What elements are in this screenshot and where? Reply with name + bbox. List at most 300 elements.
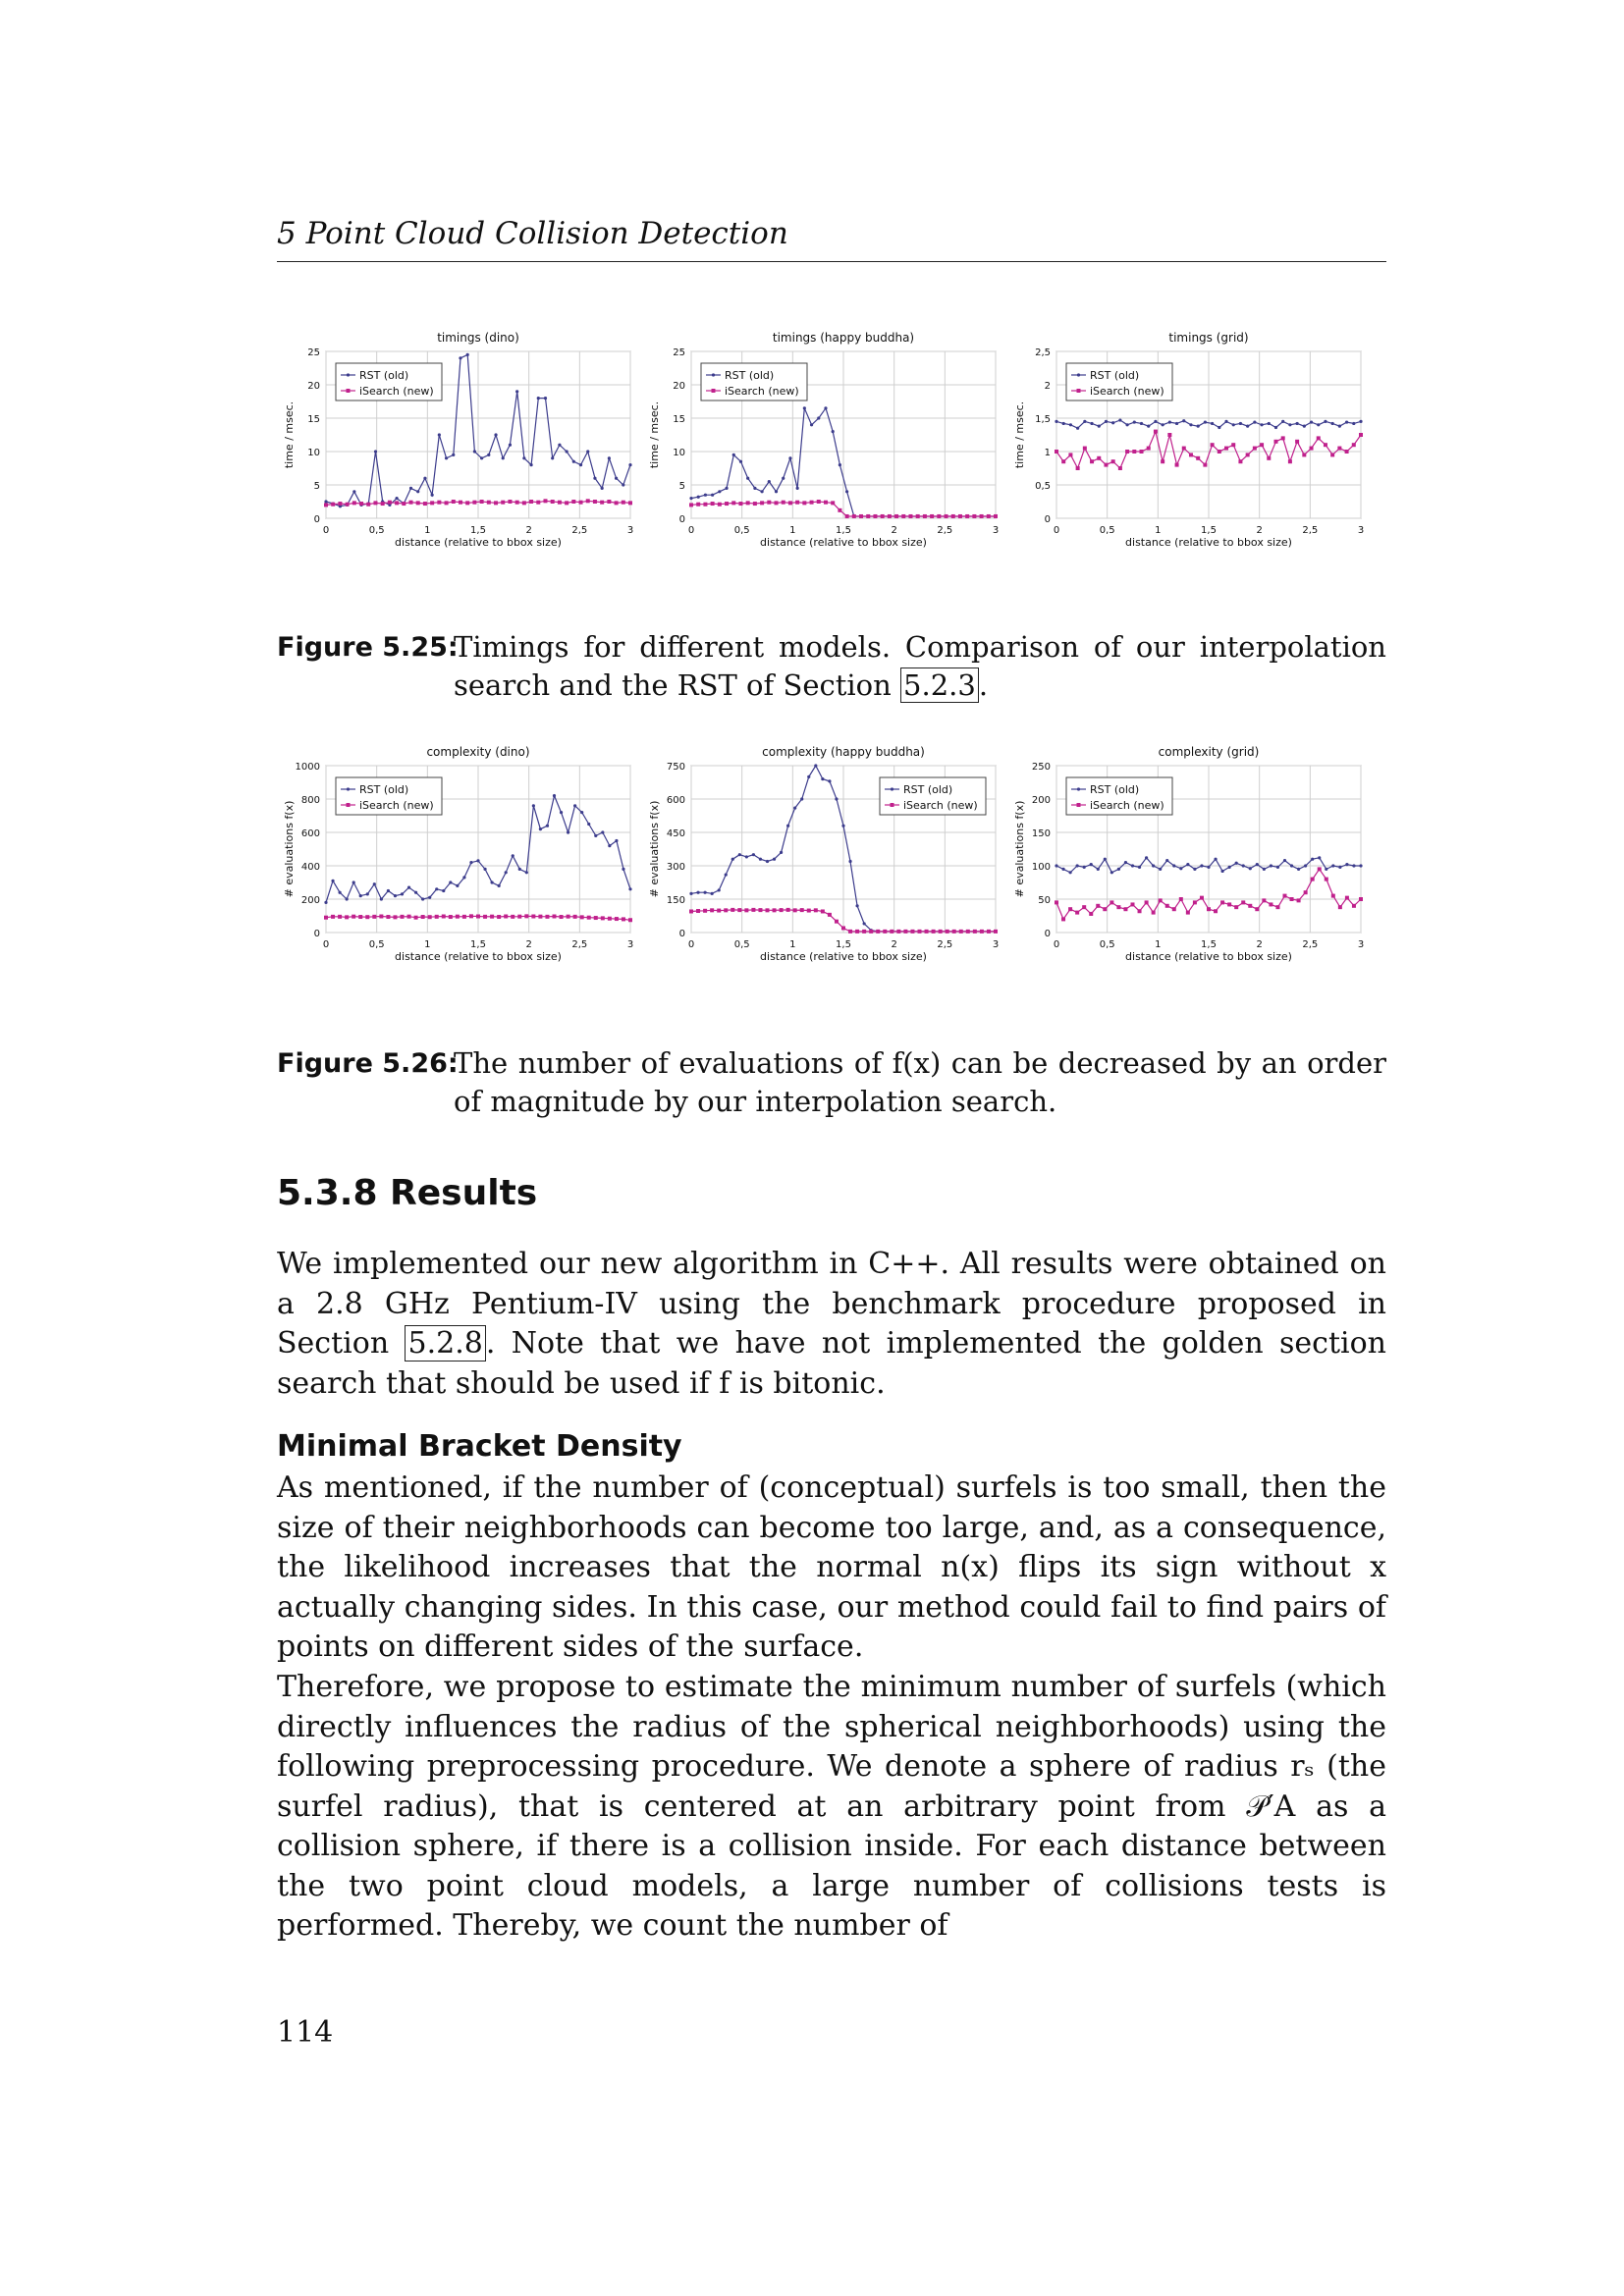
data-point [1162, 423, 1164, 426]
x-tick-label: 2,5 [571, 525, 588, 536]
data-point [1147, 425, 1150, 428]
data-point [1090, 863, 1093, 866]
y-tick-label: 450 [666, 828, 685, 839]
x-axis-label: distance (relative to bbox size) [760, 536, 927, 549]
data-point [972, 514, 976, 518]
x-tick-label: 0,5 [1099, 939, 1115, 950]
data-point [1310, 447, 1314, 451]
data-point [497, 915, 501, 919]
data-point [622, 917, 625, 921]
data-point [1263, 868, 1266, 871]
data-point [841, 825, 844, 828]
data-point [925, 930, 929, 934]
data-point [414, 891, 417, 894]
data-point [423, 502, 427, 506]
data-point [869, 930, 873, 934]
data-point [717, 909, 721, 913]
y-axis-label: time / msec. [283, 400, 296, 469]
data-point [768, 480, 771, 483]
data-point [539, 828, 542, 830]
data-point [724, 908, 728, 912]
data-point [965, 514, 969, 518]
data-point [810, 501, 814, 505]
data-point [1325, 868, 1327, 871]
data-point [1274, 426, 1277, 429]
section-reference-link[interactable]: 5.2.3 [900, 667, 979, 703]
data-point [1345, 450, 1349, 454]
x-tick-label: 0 [1053, 939, 1060, 950]
data-point [1239, 422, 1242, 425]
x-tick-label: 0,5 [368, 525, 385, 536]
data-point [810, 423, 813, 426]
data-point [1097, 456, 1101, 460]
data-point [449, 915, 453, 919]
data-point [546, 825, 549, 828]
data-point [511, 915, 514, 919]
x-tick-label: 1 [789, 525, 796, 536]
subsection-title: Minimal Bracket Density [277, 1429, 682, 1464]
data-point [1235, 862, 1238, 865]
data-point [689, 892, 692, 895]
data-point [1186, 911, 1190, 915]
data-point [359, 894, 362, 897]
y-tick-label: 1000 [295, 762, 320, 773]
y-tick-label: 250 [1031, 762, 1051, 773]
data-point [430, 501, 434, 505]
caption-end: . [978, 668, 989, 702]
data-point [896, 930, 900, 934]
data-point [817, 500, 821, 504]
data-point [1105, 420, 1108, 423]
data-point [773, 858, 776, 861]
data-point [359, 502, 363, 506]
data-point [558, 444, 561, 447]
data-point [435, 887, 438, 890]
data-point [1269, 902, 1272, 906]
data-point [760, 490, 763, 493]
data-point [746, 501, 750, 505]
x-tick-label: 3 [992, 939, 1000, 950]
data-point [1345, 896, 1349, 900]
data-point [1061, 459, 1065, 463]
legend-label: iSearch (new) [359, 385, 434, 398]
data-point [1338, 866, 1341, 869]
data-point [381, 502, 385, 506]
paragraph-preprocessing: Therefore, we propose to estimate the minimum number of surfels (which directly influences the radius of the spherical neighborhoods) using the following preprocessing procedure. We denote a sphere of radius rₛ (the surfel radius), that is centered at an arbitrary point from 𝒫′A as a collision sphere, if there is a collision inside. For each distance between the two point cloud models, a large number of collisions tests is performed. Thereby, we count the number of [277, 1670, 1386, 1943]
data-point [442, 889, 445, 892]
data-point [324, 503, 328, 507]
data-point [835, 797, 838, 800]
data-point [380, 897, 383, 900]
chart-3 [283, 745, 633, 963]
data-point [1104, 463, 1108, 467]
y-tick-label: 5 [313, 481, 320, 492]
section-title: 5.3.8 Results [277, 1173, 538, 1213]
data-point [1325, 878, 1328, 881]
data-point [1124, 861, 1127, 864]
data-point [725, 487, 728, 490]
data-point [388, 501, 392, 505]
data-point [1089, 912, 1093, 916]
data-point [504, 915, 508, 919]
data-point [1159, 868, 1162, 871]
legend-marker [712, 389, 716, 393]
chart-title: timings (dino) [437, 331, 519, 345]
data-point [1097, 868, 1100, 871]
data-point [759, 858, 762, 861]
data-point [894, 514, 898, 518]
data-point [883, 930, 887, 934]
data-point [1182, 447, 1186, 451]
y-axis-label: # evaluations f(x) [1013, 800, 1026, 898]
data-point [731, 858, 734, 861]
data-point [1096, 904, 1100, 908]
data-point [824, 501, 828, 505]
data-point [1055, 420, 1057, 423]
data-point [1159, 898, 1163, 902]
data-point [1133, 420, 1136, 423]
data-point [859, 514, 863, 518]
data-point [1090, 422, 1093, 425]
y-tick-label: 600 [300, 828, 320, 839]
data-point [518, 868, 521, 871]
data-point [1165, 904, 1169, 908]
data-point [1154, 430, 1158, 434]
data-point [725, 502, 729, 506]
data-point [407, 915, 411, 919]
legend-marker [1077, 803, 1081, 807]
data-point [1220, 900, 1224, 904]
x-tick-label: 1,5 [470, 939, 486, 950]
data-point [739, 460, 742, 463]
data-point [553, 794, 556, 797]
data-point [529, 500, 533, 504]
data-point [1214, 909, 1218, 913]
data-point [372, 915, 376, 919]
data-point [703, 909, 707, 913]
data-point [1131, 902, 1135, 906]
data-point [395, 501, 399, 505]
x-tick-label: 1,5 [470, 525, 486, 536]
data-point [395, 497, 398, 500]
data-point [1111, 459, 1115, 463]
data-point [1352, 904, 1356, 908]
data-point [373, 501, 377, 505]
data-point [775, 490, 778, 493]
data-point [1154, 420, 1157, 423]
data-point [994, 514, 998, 518]
data-point [1270, 864, 1272, 867]
data-point [862, 930, 866, 934]
y-axis-label: # evaluations f(x) [283, 800, 296, 898]
data-point [431, 494, 434, 497]
data-point [352, 915, 355, 919]
y-tick-label: 150 [1031, 828, 1051, 839]
y-tick-label: 100 [1031, 862, 1051, 873]
section-reference-link[interactable]: 5.2.8 [405, 1325, 485, 1362]
data-point [848, 930, 852, 934]
data-point [338, 502, 342, 506]
y-tick-label: 20 [673, 381, 685, 392]
data-point [567, 830, 569, 833]
data-point [1241, 900, 1245, 904]
data-point [1204, 420, 1207, 423]
figure-5-26-caption [277, 1044, 1386, 1121]
data-point [1324, 443, 1327, 447]
data-point [1138, 909, 1142, 913]
data-point [1152, 911, 1156, 915]
data-point [1083, 420, 1086, 423]
y-tick-label: 0 [313, 929, 320, 939]
data-point [409, 487, 412, 490]
data-point [782, 501, 785, 505]
data-point [579, 501, 583, 505]
data-point [428, 896, 431, 899]
data-point [445, 456, 448, 459]
data-point [587, 916, 591, 920]
data-point [459, 356, 461, 359]
x-tick-label: 0 [687, 525, 695, 536]
data-point [1123, 907, 1127, 911]
data-point [501, 501, 505, 505]
data-point [615, 501, 619, 505]
data-point [387, 889, 390, 892]
x-axis-label: distance (relative to bbox size) [395, 536, 562, 549]
data-point [973, 930, 977, 934]
data-point [1118, 466, 1122, 470]
data-point [435, 915, 439, 919]
data-point [788, 501, 792, 505]
data-point [346, 503, 350, 507]
data-point [932, 930, 936, 934]
data-point [352, 490, 355, 493]
y-tick-label: 10 [307, 448, 320, 458]
running-head: 5 Point Cloud Collision Detection [277, 216, 1386, 262]
data-point [1179, 867, 1182, 870]
x-tick-label: 2 [1256, 525, 1263, 536]
data-point [939, 930, 943, 934]
data-point [346, 897, 349, 900]
data-point [421, 897, 424, 900]
data-point [438, 433, 441, 436]
data-point [536, 501, 540, 505]
data-point [1165, 859, 1168, 862]
data-point [1090, 459, 1094, 463]
data-point [760, 501, 764, 505]
x-tick-label: 1,5 [836, 939, 851, 950]
legend-marker [1077, 787, 1080, 790]
legend-marker [891, 787, 893, 790]
data-point [442, 915, 446, 919]
paragraph-text: We implemented our new algorithm in C++. All results were obtained on a 2.8 GHz Pentium-IV using the benchmark procedure proposed in Section [277, 1247, 1386, 1361]
data-point [1345, 863, 1348, 866]
legend-label: RST (old) [1090, 369, 1140, 382]
data-point [473, 450, 476, 453]
data-point [1104, 858, 1107, 861]
data-point [628, 501, 632, 505]
data-point [502, 456, 505, 459]
data-point [1359, 897, 1363, 901]
data-point [1075, 911, 1079, 915]
data-point [1260, 443, 1264, 447]
data-point [452, 500, 456, 504]
data-point [828, 913, 832, 917]
data-point [1331, 422, 1334, 425]
data-point [718, 888, 721, 891]
data-point [1111, 421, 1114, 424]
data-point [1200, 896, 1204, 900]
data-point [855, 930, 859, 934]
paragraph-implementation [277, 1245, 1386, 1404]
data-point [480, 500, 484, 504]
data-point [1296, 422, 1299, 425]
data-point [1338, 425, 1341, 428]
data-point [452, 454, 455, 456]
data-point [558, 501, 562, 505]
data-point [358, 915, 362, 919]
data-point [1276, 866, 1279, 869]
data-point [1175, 463, 1179, 467]
data-point [1179, 897, 1183, 901]
data-point [1238, 459, 1242, 463]
chart-4 [648, 745, 999, 963]
data-point [1352, 864, 1355, 867]
data-point [566, 450, 568, 453]
data-point [718, 490, 721, 493]
data-point [1082, 905, 1086, 909]
data-point [901, 514, 905, 518]
y-tick-label: 150 [666, 895, 685, 906]
data-point [545, 915, 549, 919]
data-point [731, 501, 735, 505]
data-point [710, 908, 714, 912]
data-point [780, 851, 783, 854]
x-tick-label: 2,5 [571, 939, 588, 950]
x-tick-label: 1,5 [1201, 939, 1217, 950]
data-point [524, 914, 528, 918]
data-point [483, 868, 486, 871]
x-tick-label: 2 [525, 525, 532, 536]
x-axis-label: distance (relative to bbox size) [1125, 950, 1292, 963]
data-point [476, 915, 480, 919]
y-tick-label: 25 [307, 347, 320, 358]
x-tick-label: 2 [1256, 939, 1263, 950]
data-point [835, 920, 839, 924]
data-point [1228, 866, 1231, 869]
data-point [423, 477, 426, 480]
data-point [1193, 868, 1196, 871]
data-point [544, 397, 547, 400]
data-point [793, 908, 797, 912]
data-point [1196, 456, 1200, 460]
data-point [751, 908, 755, 912]
data-point [476, 859, 479, 862]
data-point [890, 930, 893, 934]
data-point [1283, 859, 1286, 862]
chart-title: timings (happy buddha) [772, 331, 915, 345]
data-point [994, 930, 998, 934]
y-tick-label: 200 [1031, 795, 1051, 806]
data-point [551, 456, 554, 459]
data-point [1304, 890, 1308, 894]
data-point [1207, 866, 1210, 869]
legend-marker [891, 803, 894, 807]
data-point [766, 908, 770, 912]
data-point [1331, 864, 1334, 867]
data-point [607, 500, 611, 504]
data-point [966, 930, 970, 934]
data-point [1140, 422, 1143, 425]
data-point [338, 891, 341, 894]
data-point [1281, 420, 1284, 423]
data-point [472, 501, 476, 505]
data-point [752, 853, 755, 856]
data-point [1076, 466, 1080, 470]
data-point [487, 501, 491, 505]
caption-text: The number of evaluations of f(x) can be decreased by an order of magnitude by our interpolation search. [454, 1046, 1386, 1118]
data-point [1172, 864, 1175, 867]
data-point [579, 463, 582, 466]
data-point [821, 777, 824, 780]
data-point [580, 811, 583, 814]
data-point [1214, 858, 1217, 861]
data-point [930, 514, 934, 518]
data-point [565, 501, 568, 505]
data-point [689, 497, 692, 500]
data-point [980, 930, 984, 934]
data-point [796, 487, 799, 490]
data-point [838, 508, 841, 512]
data-point [437, 501, 441, 505]
data-point [462, 876, 465, 879]
data-point [1304, 864, 1307, 867]
data-point [586, 499, 590, 503]
data-point [696, 503, 700, 507]
data-point [414, 916, 418, 920]
data-point [1255, 907, 1259, 911]
data-point [393, 915, 397, 919]
data-point [980, 514, 984, 518]
y-tick-label: 0 [313, 514, 320, 525]
data-point [416, 490, 419, 493]
x-tick-label: 3 [1357, 939, 1365, 950]
data-point [1359, 864, 1362, 867]
data-point [903, 930, 907, 934]
data-point [753, 487, 756, 490]
data-point [1268, 422, 1271, 425]
data-point [622, 868, 624, 871]
data-point [480, 456, 483, 459]
y-tick-label: 0,5 [1035, 481, 1051, 492]
data-point [888, 514, 892, 518]
data-point [1152, 864, 1155, 867]
legend-marker [1077, 373, 1080, 376]
data-point [1076, 864, 1079, 867]
data-point [1138, 866, 1141, 869]
data-point [1055, 450, 1058, 454]
data-point [352, 881, 355, 883]
data-point [1175, 422, 1178, 425]
data-point [866, 514, 870, 518]
data-point [1189, 423, 1192, 426]
data-point [1197, 425, 1200, 428]
y-tick-label: 25 [673, 347, 685, 358]
data-point [704, 494, 707, 497]
data-point [508, 500, 512, 504]
data-point [758, 908, 762, 912]
x-tick-label: 0 [687, 939, 695, 950]
legend-marker [1077, 389, 1081, 393]
